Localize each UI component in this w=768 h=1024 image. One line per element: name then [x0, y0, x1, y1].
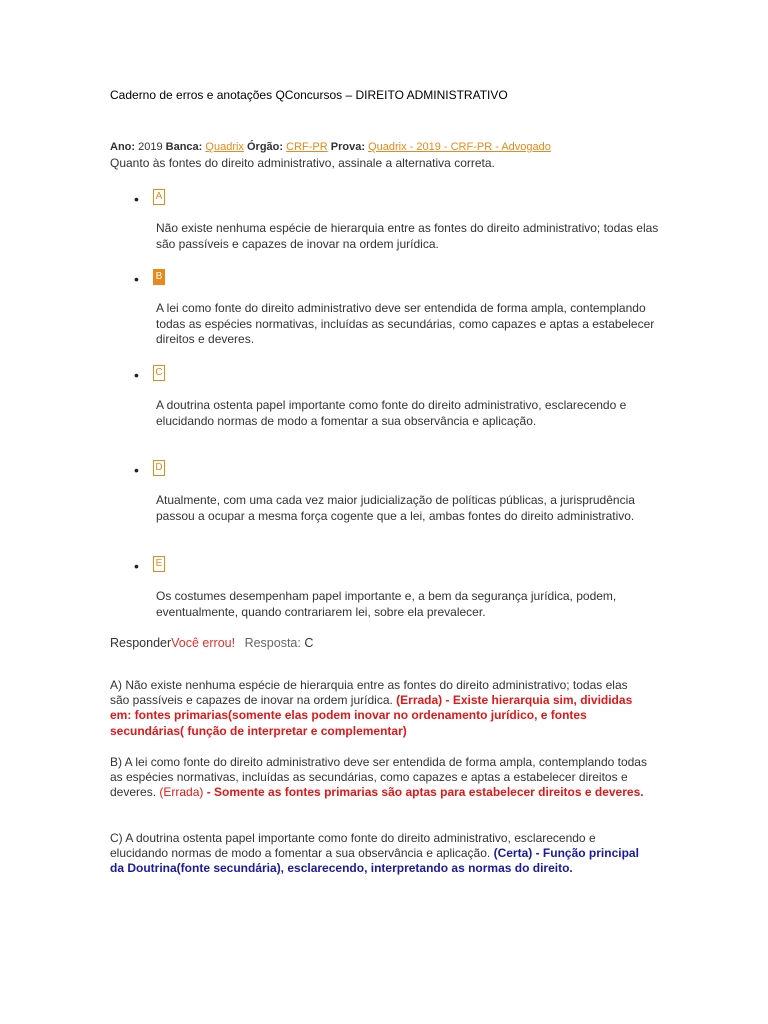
- explanation-b-verdict: (Errada): [159, 785, 204, 800]
- list-bullet: •: [134, 271, 139, 287]
- answer-result: [110, 636, 313, 650]
- explanation-a-verdict: (Errada): [396, 693, 443, 708]
- option-e-text: Os costumes desempenham papel importante e, a bem da segurança jurídica, podem, eventualmente, quando contrariarem lei, sobre ela prevalecer.: [156, 589, 617, 619]
- responder-button[interactable]: Responder: [110, 636, 172, 650]
- explanation-a-text: A) Não existe nenhuma espécie de hierarquia entre as fontes do direito administrativo; todas elas são passíveis e capazes de inovar na ordem jurídica.: [110, 678, 628, 708]
- orgao-link[interactable]: CRF-PR: [286, 141, 328, 153]
- option-a-text: Não existe nenhuma espécie de hierarquia entre as fontes do direito administrativo; todas elas são passíveis e capazes de inovar na ordem jurídica.: [156, 221, 659, 251]
- answer-value: C: [304, 636, 314, 650]
- result-status: Você errou!: [171, 636, 236, 650]
- option-c-button[interactable]: C: [153, 365, 165, 381]
- explanation-c-comment: - Função principal da Doutrina(fonte secundária), esclarecendo, interpretando as normas do direito.: [110, 846, 639, 876]
- banca-label: Banca:: [165, 141, 203, 153]
- explanation-b-comment: - Somente as fontes primarias são aptas para estabelecer direitos e deveres.: [203, 785, 644, 800]
- option-d-button[interactable]: D: [153, 460, 165, 476]
- option-d-text: Atualmente, com uma cada vez maior judicialização de políticas públicas, a jurisprudência passou a ocupar a mesma força cogente que a lei, ambas fontes do direito administrativo.: [156, 493, 635, 523]
- list-bullet: •: [134, 462, 139, 478]
- question-statement: Quanto às fontes do direito administrativo, assinale a alternativa correta.: [110, 156, 495, 170]
- explanation-c: [110, 831, 650, 877]
- explanation-c-verdict: (Certa): [493, 846, 533, 861]
- list-bullet: •: [134, 367, 139, 383]
- list-bullet: •: [134, 558, 139, 574]
- option-e-button[interactable]: E: [153, 556, 165, 572]
- explanation-a: [110, 678, 650, 739]
- prova-link[interactable]: Quadrix - 2019 - CRF-PR - Advogado: [368, 141, 551, 153]
- explanation-c-text: C) A doutrina ostenta papel importante como fonte do direito administrativo, esclarecendo e elucidando normas de modo a fomentar a sua observância e aplicação.: [110, 831, 596, 861]
- banca-link[interactable]: Quadrix: [205, 141, 244, 153]
- ano-label: Ano:: [110, 141, 136, 153]
- orgao-label: Órgão:: [247, 141, 284, 153]
- explanation-b: [110, 755, 650, 801]
- document-title: Caderno de erros e anotações QConcursos – DIREITO ADMINISTRATIVO: [110, 88, 508, 102]
- question-metadata: [110, 141, 551, 153]
- explanation-b-text: B) A lei como fonte do direito administrativo deve ser entendida de forma ampla, contemplando todas as espécies normativas, incluídas as secundárias, como capazes e aptas a estabelecer direitos e deveres.: [110, 755, 647, 800]
- option-c-text: A doutrina ostenta papel importante como fonte do direito administrativo, esclarecendo e elucidando normas de modo a fomentar a sua observância e aplicação.: [156, 398, 627, 428]
- option-b-text: A lei como fonte do direito administrativo deve ser entendida de forma ampla, contemplando todas as espécies normativas, incluídas as secundárias, como capazes e aptas a estabelecer direitos e deveres.: [156, 301, 655, 346]
- prova-label: Prova:: [330, 141, 365, 153]
- option-b-button[interactable]: B: [153, 269, 165, 285]
- ano-value: 2019: [138, 141, 163, 153]
- explanation-a-comment: - Existe hierarquia sim, divididas em: fontes primarias(somente elas podem inovar no ordenamento jurídico, e fontes secundárias( função de interpretar e complementar): [110, 693, 633, 738]
- option-a-button[interactable]: A: [153, 189, 165, 205]
- list-bullet: •: [134, 191, 139, 207]
- answer-label: Resposta:: [244, 636, 301, 650]
